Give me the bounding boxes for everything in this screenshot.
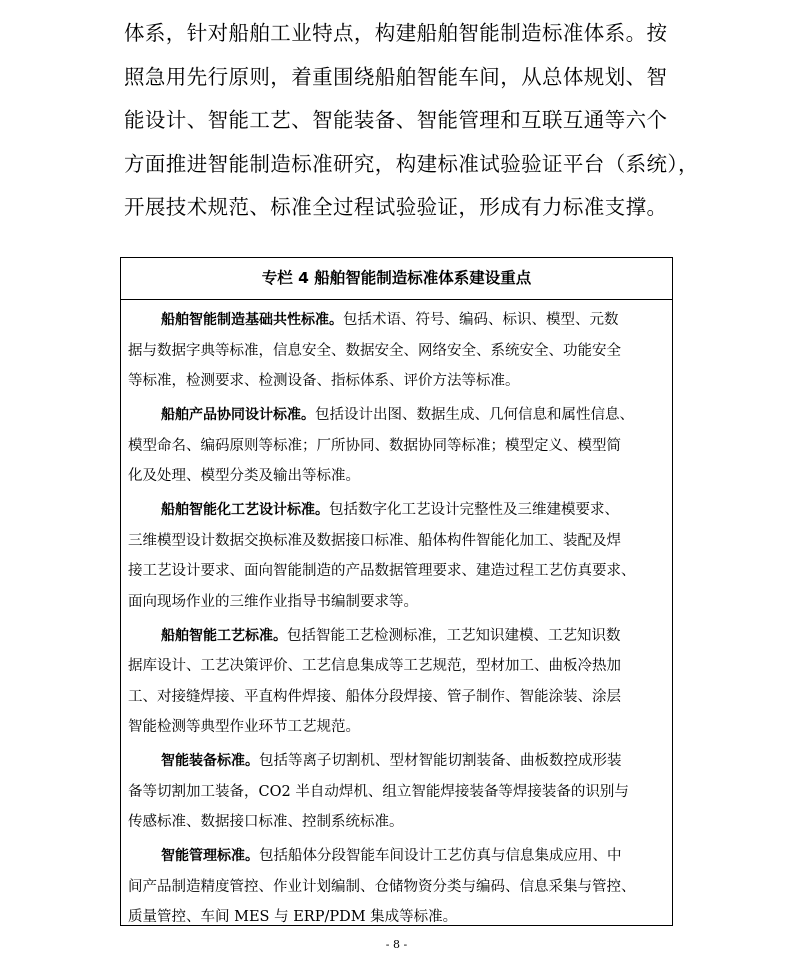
paragraph-lead: 智能装备标准。 xyxy=(161,753,259,769)
paragraph-text: 包括船体分段智能车间设计工艺仿真与信息集成应用、中 xyxy=(259,848,622,864)
paragraph-lead: 船舶智能工艺标准。 xyxy=(161,627,287,644)
paragraph-line: 智能检测等典型作业环节工艺规范。 xyxy=(128,719,360,735)
paragraph-text: 包括智能工艺检测标准，工艺知识建模、工艺知识数 xyxy=(287,627,621,644)
paragraph-text: 包括等离子切割机、型材智能切割装备、曲板数控成形装 xyxy=(259,753,622,769)
paragraph-lead: 智能管理标准。 xyxy=(161,848,259,864)
intro-line: 方面推进智能制造标准研究，构建标准试验验证平台（系统）， xyxy=(124,151,699,176)
paragraph-line xyxy=(128,400,666,431)
paragraph-line: 工、对接缝焊接、平直构件焊接、船体分段焊接、管子制作、智能涂装、涂层 xyxy=(128,688,621,705)
intro-line: 能设计、智能工艺、智能装备、智能管理和互联互通等六个 xyxy=(124,108,668,133)
paragraph-lead: 船舶智能制造基础共性标准。 xyxy=(161,312,343,328)
page-number: - 8 - xyxy=(385,938,408,951)
standard-paragraph-design xyxy=(128,400,666,492)
paragraph-line: 据库设计、工艺决策评价、工艺信息集成等工艺规范，型材加工、曲板冷热加 xyxy=(128,658,621,674)
paragraph-line xyxy=(128,305,666,336)
paragraph-lead: 船舶智能化工艺设计标准。 xyxy=(161,502,329,518)
standard-paragraph-process-design xyxy=(128,495,666,617)
paragraph-line: 模型命名、编码原则等标准；厂所协同、数据协同等标准；模型定义、模型简 xyxy=(128,437,621,454)
box-title: 专栏 4 船舶智能制造标准体系建设重点 xyxy=(121,258,672,300)
paragraph-line: 据与数据字典等标准，信息安全、数据安全、网络安全、系统安全、功能安全 xyxy=(128,342,621,359)
paragraph-text: 包括数字化工艺设计完整性及三维建模要求、 xyxy=(329,502,619,518)
paragraph-line: 传感标准、数据接口标准、控制系统标准。 xyxy=(128,814,404,830)
paragraph-line: 间产品制造精度管控、作业计划编制、仓储物资分类与编码、信息采集与管控、 xyxy=(128,878,636,895)
intro-paragraph xyxy=(124,12,699,230)
box-body xyxy=(121,300,672,933)
standard-paragraph-equipment xyxy=(128,746,666,838)
paragraph-line xyxy=(128,841,666,872)
paragraph-lead: 船舶产品协同设计标准。 xyxy=(161,407,315,423)
paragraph-line: 化及处理、模型分类及输出等标准。 xyxy=(128,468,360,484)
paragraph-line: 等标准，检测要求、检测设备、指标体系、评价方法等标准。 xyxy=(128,373,520,389)
paragraph-line xyxy=(128,495,666,526)
sidebar-box xyxy=(120,257,673,926)
standard-paragraph-process xyxy=(128,621,666,743)
paragraph-line: 三维模型设计数据交换标准及数据接口标准、船体构件智能化加工、装配及焊 xyxy=(128,532,621,549)
intro-line: 体系，针对船舶工业特点，构建船舶智能制造标准体系。按 xyxy=(124,21,668,45)
standard-paragraph-management xyxy=(128,841,666,933)
paragraph-line: 质量管控、车间 MES 与 ERP/PDM 集成等标准。 xyxy=(128,909,458,925)
paragraph-line: 接工艺设计要求、面向智能制造的产品数据管理要求、建造过程工艺仿真要求、 xyxy=(128,563,636,579)
paragraph-line xyxy=(128,621,666,652)
intro-line: 开展技术规范、标准全过程试验验证，形成有力标准支撑。 xyxy=(124,195,668,220)
paragraph-line: 面向现场作业的三维作业指导书编制要求等。 xyxy=(128,593,418,610)
standard-paragraph-basic xyxy=(128,305,666,397)
paragraph-text: 包括设计出图、数据生成、几何信息和属性信息、 xyxy=(315,407,634,423)
paragraph-line: 备等切割加工装备，CO2 半自动焊机、组立智能焊接装备等焊接装备的识别与 xyxy=(128,783,629,800)
intro-line: 照急用先行原则，着重围绕船舶智能车间，从总体规划、智 xyxy=(124,64,668,89)
paragraph-line xyxy=(128,746,666,777)
paragraph-text: 包括术语、符号、编码、标识、模型、元数 xyxy=(343,312,619,328)
